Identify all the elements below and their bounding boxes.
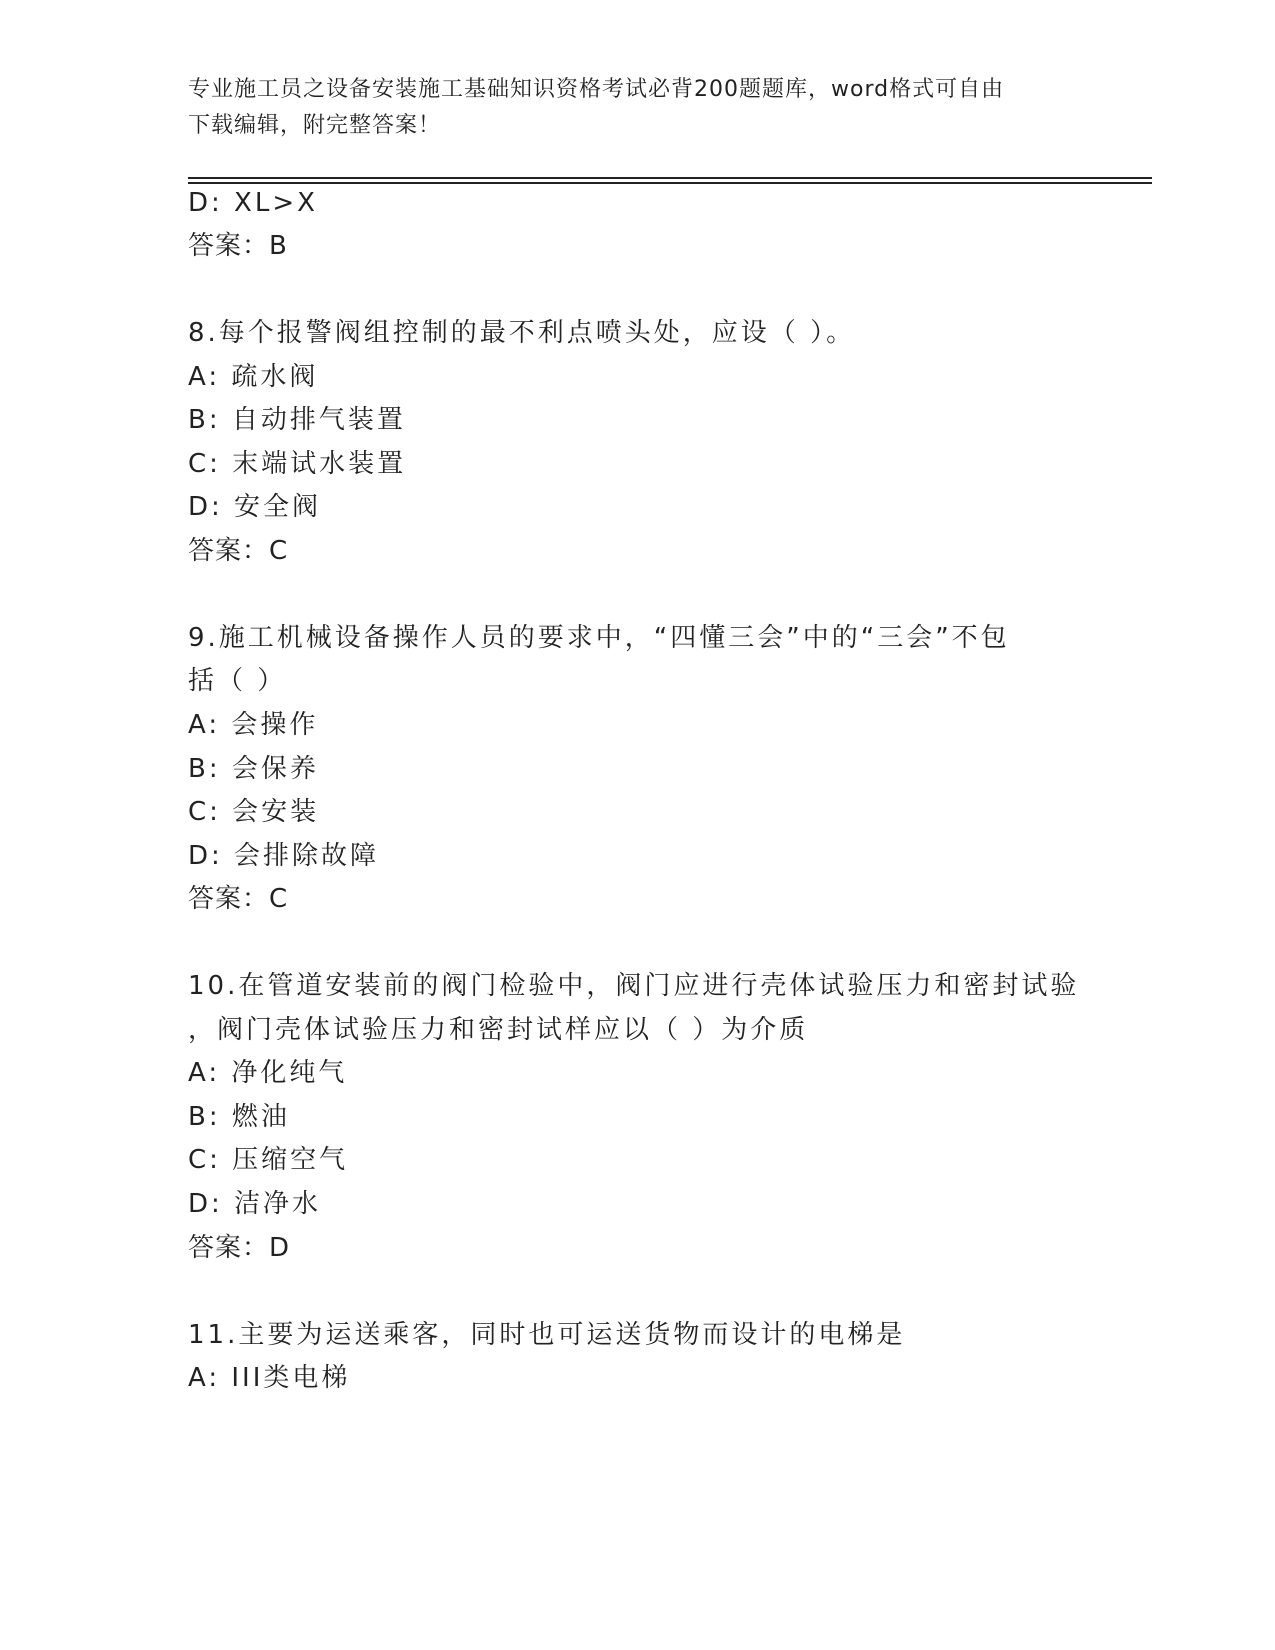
- q9-option-c: C: 会安装: [188, 797, 320, 827]
- prev-answer: 答案：B: [188, 231, 288, 261]
- header-line-1: 专业施工员之设备安装施工基础知识资格考试必背200题题库，word格式可自由: [188, 77, 1005, 102]
- q10-stem-line-1: 10.在管道安装前的阀门检验中，阀门应进行壳体试验压力和密封试验: [188, 971, 1080, 1001]
- header-rule-top: [188, 177, 1152, 179]
- q10-option-c: C: 压缩空气: [188, 1145, 349, 1175]
- q10-option-a: A: 净化纯气: [188, 1058, 348, 1088]
- q10-stem-line-2: ，阀门壳体试验压力和密封试样应以（ ）为介质: [188, 1015, 809, 1045]
- q10-answer: 答案：D: [188, 1233, 291, 1263]
- q8-stem: 8.每个报警阀组控制的最不利点喷头处，应设（ ）。: [188, 318, 856, 348]
- header-line-2: 下载编辑，附完整答案！: [188, 113, 442, 138]
- prev-option-d: D: XL>X: [188, 188, 318, 218]
- q9-option-d: D: 会排除故障: [188, 841, 380, 871]
- q9-option-a: A: 会操作: [188, 710, 319, 740]
- q8-option-d: D: 安全阀: [188, 492, 322, 522]
- q9-option-b: B: 会保养: [188, 754, 319, 784]
- q11-stem: 11.主要为运送乘客，同时也可运送货物而设计的电梯是: [188, 1320, 906, 1350]
- q8-option-c: C: 末端试水装置: [188, 449, 407, 479]
- q9-answer: 答案：C: [188, 884, 289, 914]
- q11-option-a: A: III类电梯: [188, 1363, 351, 1393]
- q8-answer: 答案：C: [188, 536, 289, 566]
- header-rule-bottom: [188, 182, 1152, 184]
- q10-option-b: B: 燃油: [188, 1102, 290, 1132]
- q9-stem-line-1: 9.施工机械设备操作人员的要求中，“四懂三会”中的“三会”不包: [188, 623, 1010, 653]
- q8-option-a: A: 疏水阀: [188, 362, 319, 392]
- q10-option-d: D: 洁净水: [188, 1189, 322, 1219]
- document-header: [188, 72, 1088, 144]
- q9-stem-line-2: 括（ ）: [188, 666, 287, 696]
- q8-option-b: B: 自动排气装置: [188, 405, 406, 435]
